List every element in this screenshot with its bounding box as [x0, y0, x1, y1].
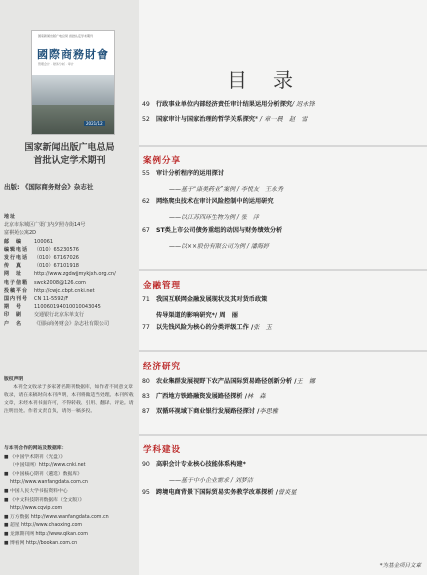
section-heading: 经济研究	[143, 362, 182, 372]
database-item	[4, 522, 135, 531]
article-title: 农业集群发展视野下农产品国际贸易路径创新分析 /	[156, 378, 297, 385]
article-author: 林 森	[247, 393, 266, 400]
toc-entry[interactable]	[142, 489, 427, 497]
article-title: 以先钱风险为核心的分类评级工作 /	[156, 324, 254, 331]
square-bullet-icon: ■	[4, 497, 9, 503]
article-subtitle: ——基于中小企业需求 / 刘梦洁	[169, 477, 253, 484]
database-link[interactable]: 龙源期刊网 http://www.qikan.com	[10, 531, 88, 537]
article-subtitle: ——以××股份有限公司为例 / 潘海婷	[169, 243, 269, 250]
database-name: 《中文科技期刊数据库（全文版）》	[10, 497, 85, 503]
article-title: 广西地方铁路融资发展路径探析 /	[156, 393, 248, 400]
copyright-notice	[4, 376, 135, 416]
article-subtitle: ——以江苏四环生物为例 / 张 洋	[169, 214, 259, 221]
toc-entry[interactable]	[142, 227, 427, 235]
database-item	[4, 540, 135, 549]
article-author: / 迟永锋	[292, 101, 315, 108]
page-number: 95	[142, 489, 150, 496]
article-title: 国家审计与国家治理的哲学关系探究	[156, 116, 255, 123]
article-title: 双循环视域下商业银行发展路径探讨 /	[156, 408, 260, 415]
masthead-column	[0, 0, 139, 575]
article-author: 曾炎星	[277, 489, 297, 496]
info-row	[4, 287, 137, 295]
section-divider	[139, 434, 427, 436]
database-link[interactable]: 超星 http://www.chaoxing.com	[10, 523, 83, 529]
database-link[interactable]: 万方数据 http://www.wanfangdata.com.cn	[10, 514, 109, 520]
database-item	[4, 514, 135, 523]
databases-header: 与本刊合作的网站及数据库：	[4, 446, 67, 451]
article-title: 行政事业单位内部经济责任审计结果运用分析探究	[156, 101, 293, 108]
info-value: （010）67167026	[34, 255, 79, 262]
info-value: （010）67101918	[34, 263, 79, 270]
info-key: 网 址	[4, 271, 23, 278]
article-title-continuation: 传导渠道的影响研究*/ 周 丽	[156, 312, 238, 319]
page-number: 49	[142, 101, 150, 108]
square-bullet-icon: ■	[4, 488, 9, 494]
info-key: 邮 编	[4, 238, 23, 245]
page-number: 80	[142, 378, 150, 385]
database-link[interactable]: 博看网 http://bookan.com.cn	[10, 540, 78, 546]
publication-info	[4, 213, 137, 328]
cover-title: 國際商務財會	[37, 48, 109, 61]
page-number: 62	[142, 198, 150, 205]
database-name: 《中国学术期刊（光盘）》	[10, 454, 66, 460]
info-row	[4, 320, 137, 328]
page-number: 87	[142, 408, 150, 415]
article-title: ST类上市公司债务重组的动因与财务绩效分析	[156, 227, 283, 234]
toc-title: 目录	[227, 68, 319, 92]
page-number: 52	[142, 116, 150, 123]
toc-entry[interactable]	[142, 296, 427, 304]
publisher-value: 《国际商务财会》杂志社	[21, 183, 94, 191]
database-link[interactable]: http://www.wanfangdata.com.cn	[10, 480, 88, 486]
info-value: （010）65230576	[34, 246, 79, 253]
section-heading: 案例分享	[143, 156, 182, 166]
email-link[interactable]: swck2008@126.com	[34, 279, 86, 286]
toc-entry[interactable]	[142, 116, 427, 124]
table-of-contents	[139, 0, 427, 575]
database-item	[4, 462, 135, 471]
publisher-line	[4, 182, 93, 191]
cover-photo-hill	[32, 105, 114, 134]
info-row	[4, 270, 137, 278]
info-key: 印 刷	[4, 312, 23, 319]
copyright-title: 版权声明	[4, 377, 24, 382]
partner-databases	[4, 445, 135, 548]
section-divider	[139, 269, 427, 271]
page-number: 77	[142, 324, 150, 331]
submission-link[interactable]: http://cwjc.cbpt.cnki.net	[34, 287, 95, 294]
article-title: 审计分析程序的运用探讨	[156, 170, 225, 177]
page-number: 67	[142, 227, 150, 234]
database-name: 《中国核心期刊（遴选）数据库》	[10, 471, 82, 477]
database-item	[4, 454, 135, 463]
database-item	[4, 505, 135, 514]
toc-entry[interactable]	[142, 170, 427, 178]
info-value	[34, 213, 137, 221]
article-author: 张 玉	[253, 324, 272, 331]
section-heading: 学科建设	[143, 445, 182, 455]
database-link[interactable]: http://www.cqvip.com	[10, 506, 63, 512]
info-row	[4, 213, 137, 221]
square-bullet-icon: ■	[4, 540, 9, 546]
website-link[interactable]: http://www.zgdwjjmykjxh.org.cn/	[34, 271, 116, 278]
database-item	[4, 488, 135, 497]
info-row	[4, 254, 137, 262]
toc-entry[interactable]	[142, 393, 427, 401]
toc-entry[interactable]	[142, 198, 427, 206]
info-row	[4, 246, 137, 254]
cover-issue-badge: 2021/12	[86, 121, 103, 126]
cover-subtitle: 管理会计 · 财务分析 · 审计	[38, 62, 74, 66]
square-bullet-icon: ■	[4, 514, 9, 520]
section-divider	[139, 350, 427, 352]
journal-cover-image	[31, 30, 115, 135]
article-author: 王 娜	[296, 378, 316, 385]
info-row	[4, 229, 137, 237]
info-key: 电子信箱	[4, 279, 29, 286]
info-value: 北京市东城区广渠门内夕照寺街14号	[4, 222, 86, 229]
copyright-body: 本刊全文收录于多家著名期刊数据库，如作者不同意文章收录，请在来稿时向本刊声明，本刊将做适当处理。本刊所载文章，未经本刊书面许可，不得转载、引用、翻译、评论。请注明出处。作者文责自负，请勿一稿多投。	[4, 385, 134, 414]
info-row	[4, 262, 137, 270]
article-author: 李思雅	[259, 408, 278, 415]
info-value: 100061	[34, 238, 54, 245]
toc-entry[interactable]	[142, 461, 427, 469]
toc-entry[interactable]	[142, 408, 427, 416]
publisher-key: 出版:	[4, 183, 20, 191]
section-divider	[139, 145, 427, 147]
info-value: 交通银行北京东单支行	[34, 312, 85, 319]
info-row	[4, 295, 137, 303]
article-author: * / 章一晨 赵 雪	[255, 116, 308, 123]
article-title: 跨境电商背景下国际贸易实务教学改革探析 /	[156, 489, 278, 496]
database-item	[4, 471, 135, 480]
info-row	[4, 221, 137, 229]
page-number: 90	[142, 461, 150, 468]
database-item	[4, 531, 135, 540]
info-row	[4, 238, 137, 246]
article-title: 高职会计专业核心技能体系构建*	[156, 461, 246, 468]
notice-line-2: 首批认定学术期刊	[33, 156, 106, 166]
database-item	[4, 497, 135, 506]
section-heading: 金融管理	[143, 281, 182, 291]
toc-entry[interactable]	[142, 324, 427, 332]
info-key: 地址	[4, 214, 17, 220]
info-key: 期 号	[4, 304, 23, 311]
page-number: 55	[142, 170, 150, 177]
square-bullet-icon: ■	[4, 471, 9, 477]
info-key: 户 名	[4, 320, 23, 327]
page-number: 83	[142, 393, 150, 400]
square-bullet-icon: ■	[4, 531, 9, 537]
info-value: 富祺苑公寓2D	[4, 230, 37, 237]
info-key: 投稿平台	[4, 287, 29, 294]
accreditation-notice	[4, 142, 135, 168]
article-title: 我国互联网金融发展现状及其对货币政策	[156, 296, 268, 303]
notice-line-1: 国家新闻出版广电总局	[24, 143, 115, 153]
page-number: 71	[142, 296, 150, 303]
article-title: 网络爬虫技术在审计风险控制中的运用研究	[156, 198, 274, 205]
info-row	[4, 279, 137, 287]
info-value: CN 11-5592/F	[34, 296, 69, 303]
info-key: 国内刊号	[4, 296, 29, 303]
info-row	[4, 311, 137, 319]
info-key: 传 真	[4, 263, 23, 270]
toc-entry[interactable]	[142, 378, 427, 386]
square-bullet-icon: ■	[4, 523, 9, 529]
article-subtitle: ——基于“康美药业”案例 / 李悦友 王永秀	[169, 186, 283, 193]
cover-top-text: 国家新闻出版广电总局 首批认定学术期刊	[38, 34, 93, 38]
info-key: 发行电话	[4, 255, 29, 262]
database-item	[4, 479, 135, 488]
info-value: 110060194010010043045	[34, 304, 101, 311]
toc-entry[interactable]	[142, 101, 427, 109]
info-value: 《国际商务财会》杂志社有限公司	[34, 320, 110, 327]
funding-footnote: *为基金项目文章	[379, 563, 421, 569]
database-link[interactable]: （中国知网）http://www.cnki.net	[10, 463, 86, 469]
info-key: 编辑电话	[4, 246, 29, 253]
info-row	[4, 303, 137, 311]
square-bullet-icon: ■	[4, 454, 9, 460]
database-name: 中国人民大学书报资料中心	[10, 488, 68, 494]
